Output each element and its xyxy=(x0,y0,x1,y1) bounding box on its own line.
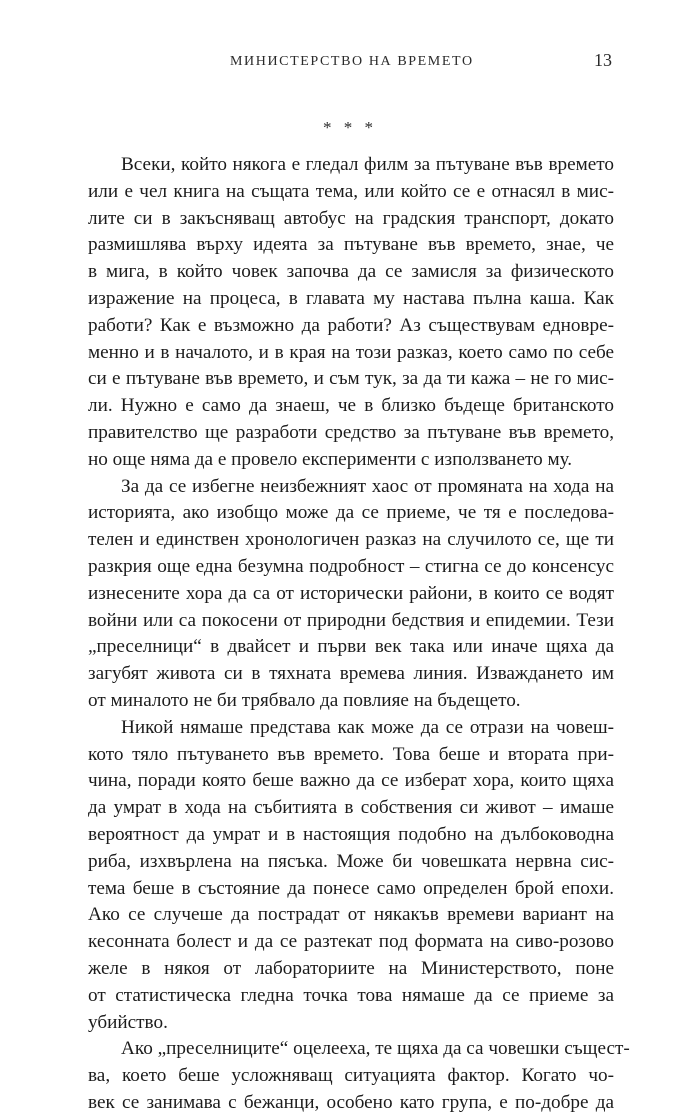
text-line: убийство. xyxy=(88,1011,168,1033)
text-line: риба, изхвърлена на пясъка. Може би човешката нервна сис- xyxy=(88,850,614,872)
text-line: ва, което беше усложняващ ситуацията фактор. Когато чо- xyxy=(88,1065,614,1087)
text-line: войни или са покосени от природни бедствия и епидемии. Тези xyxy=(88,609,614,631)
text-line: кесонната болест и да се разтекат под формата на сиво-розово xyxy=(88,931,614,953)
text-line: кото тяло пътуването във времето. Това беше и втората при- xyxy=(88,743,614,765)
text-line: си е пътуване във времето, и съм тук, за да ти кажа – не го мис- xyxy=(88,368,614,390)
text-line: ли. Нужно е само да знаеш, че в близко бъдеще британското xyxy=(88,395,614,417)
text-line: менно и в началото, и в края на този разказ, което само по себе xyxy=(88,341,614,363)
text-line: но още няма да е провело експерименти с използването му. xyxy=(88,448,573,470)
text-line: историята, ако изобщо може да се приеме, че тя е последова- xyxy=(88,502,614,524)
text-line: За да се избегне неизбежният хаос от промяната на хода на xyxy=(121,475,614,497)
text-line: разкрия още една безумна подробност – стигна се до консенсус xyxy=(88,555,614,577)
text-line: желе в някоя от лабораториите на Министерството, поне xyxy=(88,957,614,979)
text-line: в мига, в който човек започва да се замисля за физическото xyxy=(88,261,614,283)
page-number: 13 xyxy=(594,50,612,70)
text-line: телен и единствен хронологичен разказ на случилото се, ще ти xyxy=(88,529,614,551)
text-line: Ако се случеше да пострадат от някакъв времеви вариант на xyxy=(88,904,614,926)
text-line: да умрат в хода на събитията в собствения си живот – имаше xyxy=(88,797,614,819)
text-line: вероятност да умрат и в настоящия подобно на дълбоководна xyxy=(88,823,614,845)
running-title: МИНИСТЕРСТВО НА ВРЕМЕТО xyxy=(230,54,474,69)
text-line: Ако „преселниците“ оцелееха, те щяха да са човешки същест- xyxy=(121,1038,630,1060)
text-line: размишлява върху идеята за пътуване във времето, знае, че xyxy=(88,234,614,256)
text-line: Никой нямаше представа как може да се отрази на човеш- xyxy=(121,716,614,738)
text-line: от статистическа гледна точка това нямаше да се приеме за xyxy=(88,984,614,1006)
text-line: тема беше в състояние да понесе само определен брой епохи. xyxy=(88,877,614,899)
text-line: загубят живота си в тяхната времева линия. Изваждането им xyxy=(88,663,614,685)
body-text xyxy=(88,152,630,1117)
text-line: работи? Как е възможно да работи? Аз съществувам едновре- xyxy=(88,314,614,336)
text-line: изнесените хора да са от исторически райони, в които се водят xyxy=(88,582,614,604)
text-line: лите си в закъсняващ автобус на градския транспорт, докато xyxy=(88,207,614,229)
text-line: изражение на процеса, в главата му настава пълна каша. Как xyxy=(88,287,614,309)
text-line: век се занимава с бежанци, особено като група, е по-добре да xyxy=(88,1091,614,1113)
text-line: или е чел книга на същата тема, или който се е отнасял в мис- xyxy=(88,180,614,202)
section-separator: * * * xyxy=(323,118,377,137)
text-line: чина, поради която беше важно да се изберат хора, които щяха xyxy=(88,770,614,792)
text-line: от миналото не би трябвало да повлияе на бъдещето. xyxy=(88,689,521,711)
text-line: Всеки, който някога е гледал филм за пътуване във времето xyxy=(121,154,614,175)
text-line: правителство ще разработи средство за пътуване във времето, xyxy=(88,421,614,443)
text-line: „преселници“ в двайсет и първи век така или иначе щяха да xyxy=(88,636,614,658)
